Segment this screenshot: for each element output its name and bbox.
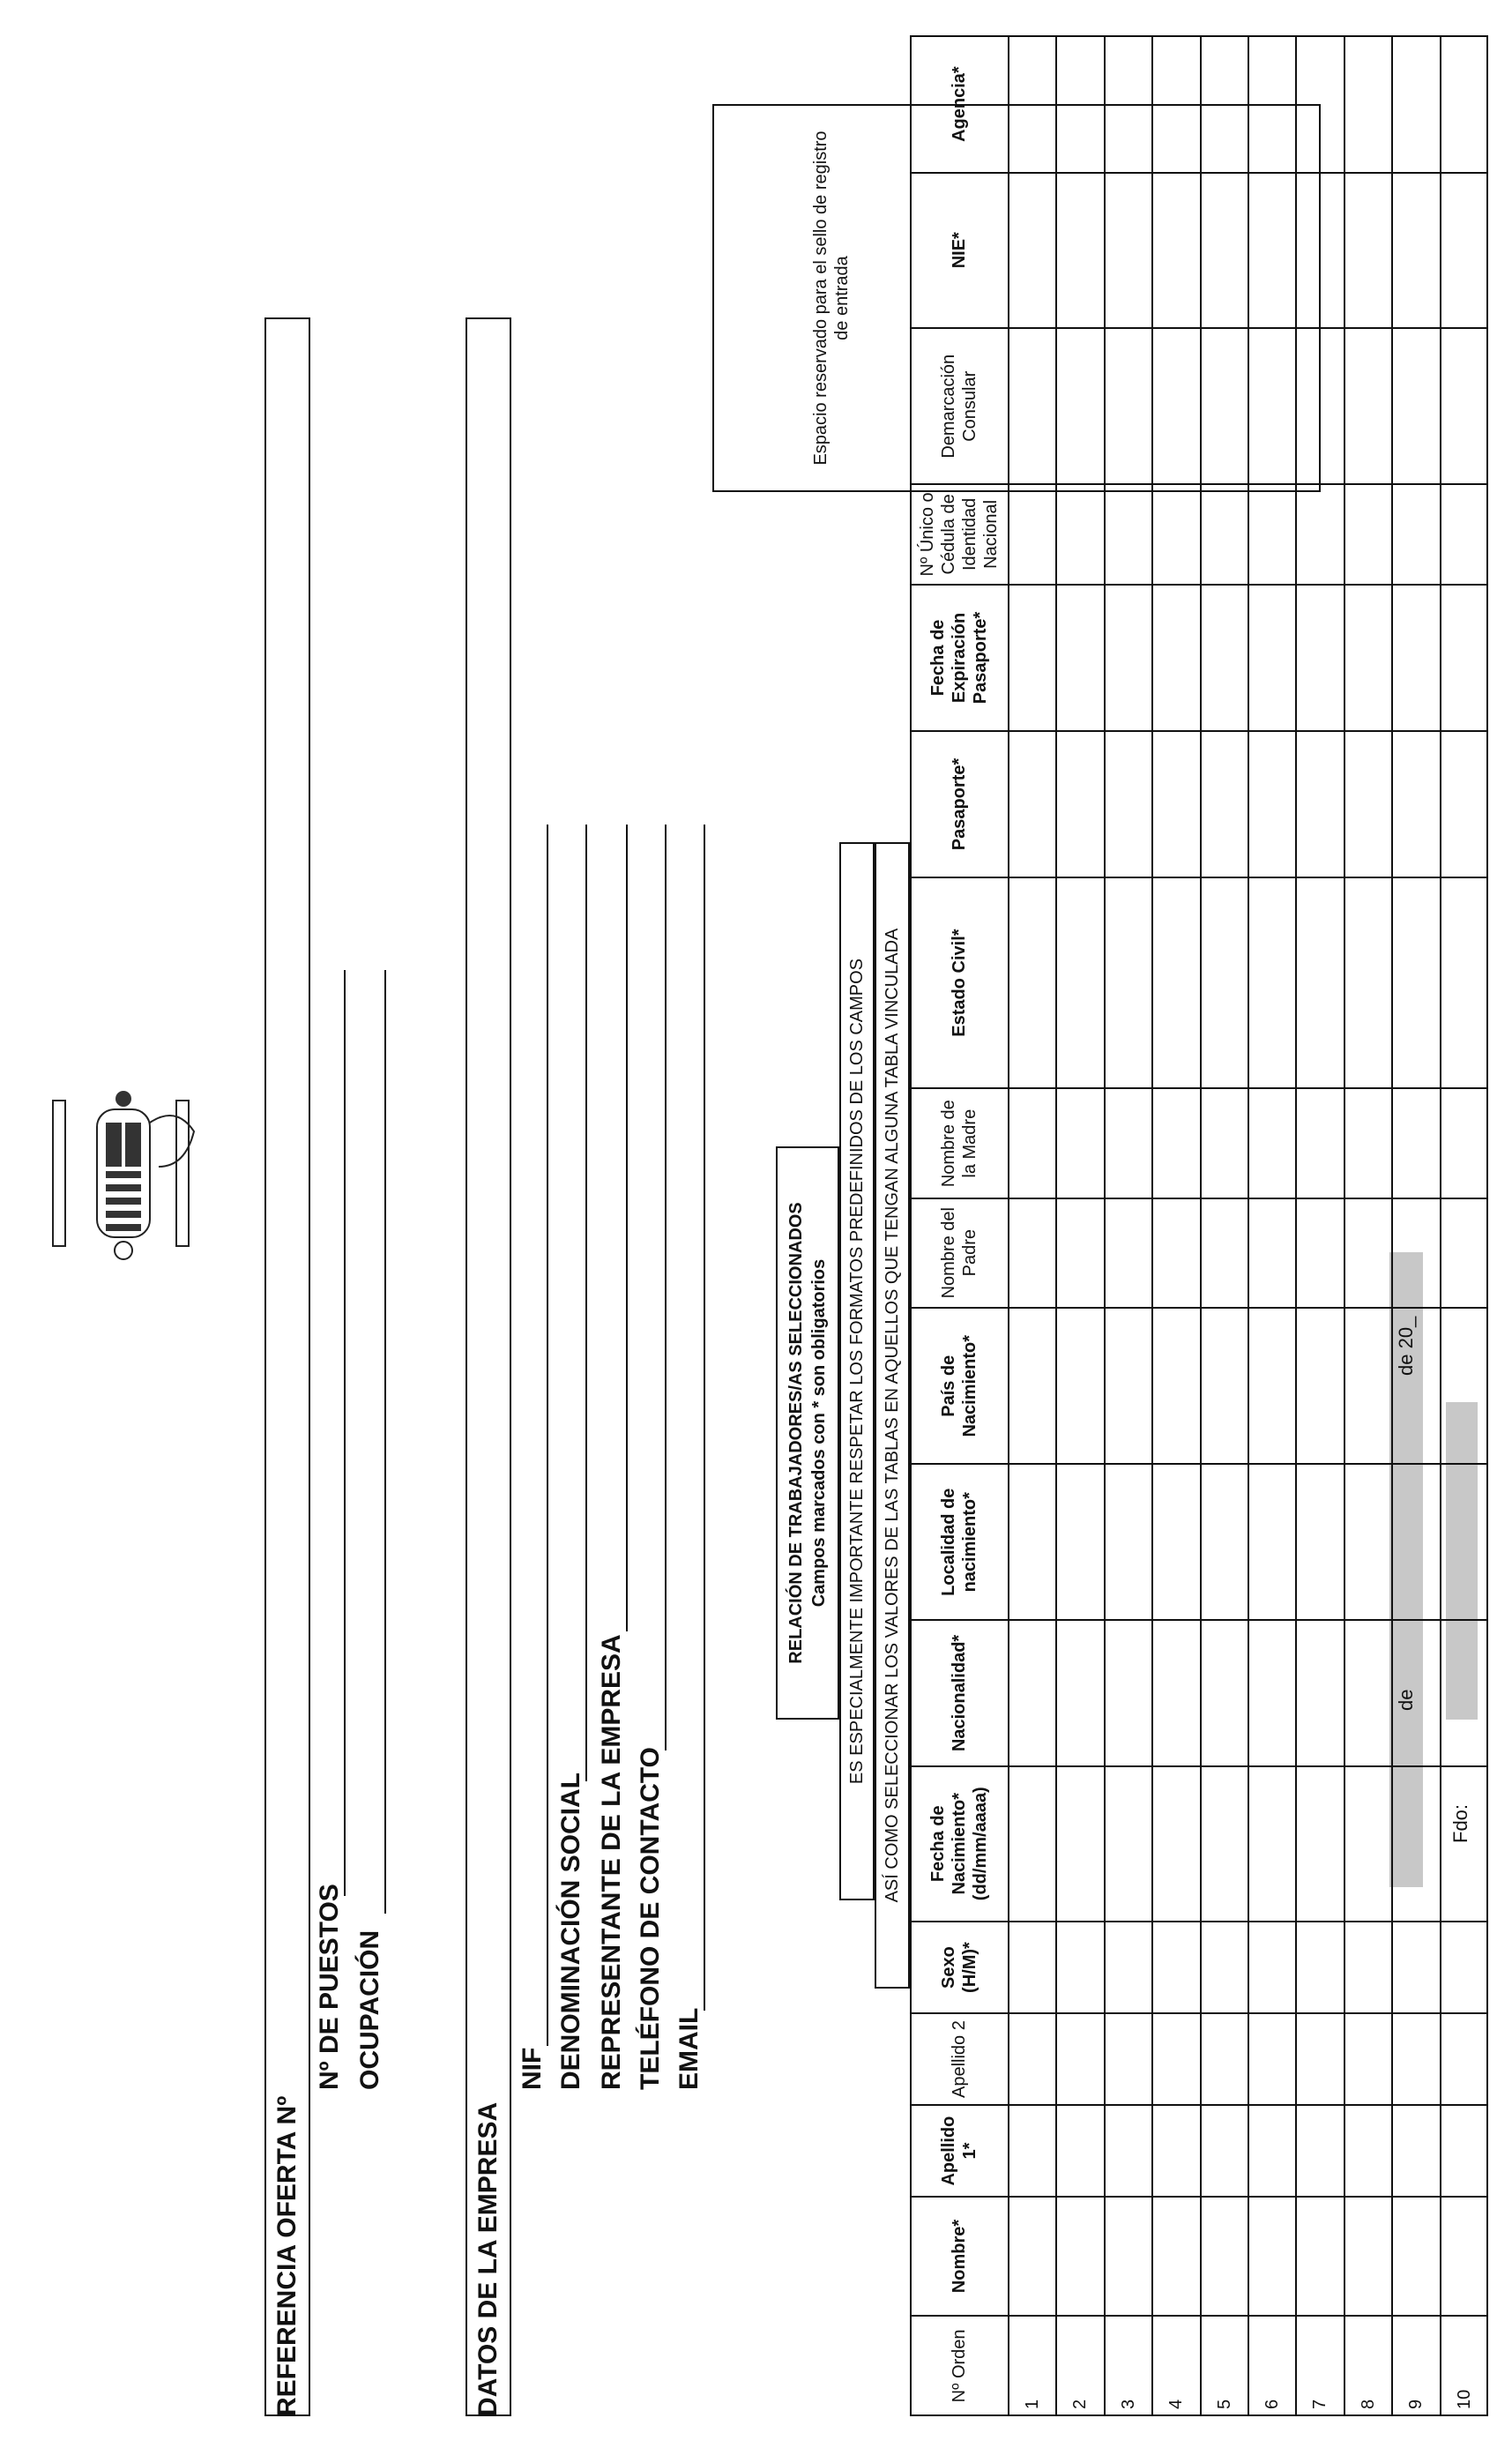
notice-line1: ES ESPECIALMENTE IMPORTANTE RESPETAR LOS FORMATOS PREDEFINIDOS DE LOS CAMPOS <box>847 958 867 1785</box>
column-header-label: Apellido 1* <box>939 2116 979 2186</box>
stamp-box-text: Espacio reservado para el sello de registro de entrada <box>811 131 852 466</box>
notice-title-wrap <box>776 1146 839 1720</box>
column-header-label: Demarcación Consular <box>939 354 979 459</box>
column-header <box>910 585 1009 731</box>
column-header-label: Apellido 2 <box>950 2020 969 2098</box>
notice-line2: ASÍ COMO SELECCIONAR LOS VALORES DE LAS TABLAS EN AQUELLOS QUE TENGAN ALGUNA TABLA VINCULADA <box>883 928 902 1903</box>
email-field[interactable] <box>704 825 705 2011</box>
row-number: 7 <box>1310 2399 1330 2409</box>
column-header <box>910 877 1009 1088</box>
row-divider <box>1151 35 1153 2416</box>
row-divider <box>1008 35 1009 2416</box>
row-number: 5 <box>1214 2399 1234 2409</box>
column-header <box>910 35 1009 173</box>
nif-field[interactable] <box>547 825 548 2046</box>
row-divider <box>1200 35 1202 2416</box>
row-divider <box>1104 35 1106 2416</box>
ocupacion-field[interactable] <box>384 970 386 1914</box>
denominacion-field[interactable] <box>585 825 587 1781</box>
row-divider <box>1344 35 1345 2416</box>
row-number: 4 <box>1166 2399 1186 2409</box>
column-header <box>910 328 1009 484</box>
column-header-label: Fecha de Expiración Pasaporte* <box>928 611 990 705</box>
table-row[interactable] <box>1201 2316 1248 2416</box>
table-row[interactable] <box>1152 2316 1200 2416</box>
table-row[interactable] <box>1009 2316 1056 2416</box>
coat-of-arms-icon <box>35 1083 203 1264</box>
date-de-2: de 20_ <box>1395 1316 1417 1376</box>
denominacion-label: DENOMINACIÓN SOCIAL <box>556 1773 585 2090</box>
column-header-label: País de Nacimiento* <box>939 1334 979 1437</box>
table-row[interactable] <box>1441 2316 1488 2416</box>
column-header <box>910 1922 1009 2013</box>
column-header <box>910 731 1009 877</box>
telefono-label: TELÉFONO DE CONTACTO <box>636 1747 665 2090</box>
signature-field[interactable] <box>1446 1402 1478 1720</box>
row-divider <box>1055 35 1057 2416</box>
table-row[interactable] <box>1296 2316 1344 2416</box>
row-number: 3 <box>1118 2399 1138 2409</box>
column-header <box>910 1308 1009 1464</box>
puestos-label: Nº DE PUESTOS <box>315 1884 344 2090</box>
column-header-label: Nombre del Padre <box>939 1207 979 1299</box>
table-row[interactable] <box>1105 2316 1152 2416</box>
notice-line1-wrap <box>839 842 875 1900</box>
column-header-label: NIE* <box>950 232 969 269</box>
email-label: EMAIL <box>674 2007 704 2090</box>
column-header-label: Nombre de la Madre <box>939 1100 979 1187</box>
table-row[interactable] <box>1248 2316 1296 2416</box>
row-number: 2 <box>1070 2399 1091 2409</box>
column-header <box>910 2316 1009 2416</box>
table-row[interactable] <box>1344 2316 1392 2416</box>
column-header-label: Nombre* <box>950 2219 969 2293</box>
column-header-label: Nº Orden <box>950 2329 969 2403</box>
column-header-label: Pasaporte* <box>950 758 969 851</box>
column-header-label: Agencia* <box>950 66 969 142</box>
ocupacion-label: OCUPACIÓN <box>355 1929 384 2090</box>
nif-label: NIF <box>518 2047 547 2090</box>
row-divider <box>1248 35 1249 2416</box>
company-section-label: DATOS DE LA EMPRESA <box>473 2101 503 2416</box>
representante-label: REPRESENTANTE DE LA EMPRESA <box>597 1634 626 2090</box>
column-header-label: Nº Único o Cédula de Identidad Nacional <box>918 492 1001 577</box>
row-number: 8 <box>1358 2399 1378 2409</box>
column-header-label: Fecha de Nacimiento* (dd/mm/aaaa) <box>928 1787 990 1901</box>
fdo-label: Fdo: <box>1449 1803 1471 1843</box>
date-de-1: de <box>1395 1689 1417 1711</box>
row-number: 10 <box>1454 2389 1474 2409</box>
column-header <box>910 1088 1009 1198</box>
column-header-label: Sexo (H/M)* <box>939 1942 979 1994</box>
row-divider <box>1440 35 1441 2416</box>
row-divider <box>1391 35 1393 2416</box>
puestos-field[interactable] <box>344 970 346 1896</box>
row-number: 6 <box>1262 2399 1282 2409</box>
column-header-label: Nacionalidad* <box>950 1634 969 1751</box>
column-header <box>910 173 1009 329</box>
column-header <box>910 1198 1009 1309</box>
column-header <box>910 2013 1009 2105</box>
row-number: 9 <box>1405 2399 1426 2409</box>
notice-subtitle: Campos marcados con * son obligatorios <box>809 1258 829 1608</box>
column-header <box>910 1766 1009 1922</box>
notice-title: RELACIÓN DE TRABAJADORES/AS SELECCIONADOS <box>786 1202 806 1664</box>
notice-line2-wrap <box>875 842 910 1989</box>
column-header <box>910 2105 1009 2197</box>
column-header <box>910 1620 1009 1766</box>
column-header-label: Estado Civil* <box>950 929 969 1037</box>
column-header-label: Localidad de nacimiento* <box>939 1488 979 1596</box>
table-row[interactable] <box>1392 2316 1440 2416</box>
column-header <box>910 1464 1009 1620</box>
table-row[interactable] <box>1056 2316 1104 2416</box>
reference-label: REFERENCIA OFERTA Nº <box>272 2095 302 2416</box>
column-header <box>910 484 1009 585</box>
row-divider <box>1295 35 1297 2416</box>
representante-field[interactable] <box>626 825 628 1631</box>
row-number: 1 <box>1022 2399 1042 2409</box>
column-header <box>910 2197 1009 2316</box>
telefono-field[interactable] <box>665 825 667 1750</box>
